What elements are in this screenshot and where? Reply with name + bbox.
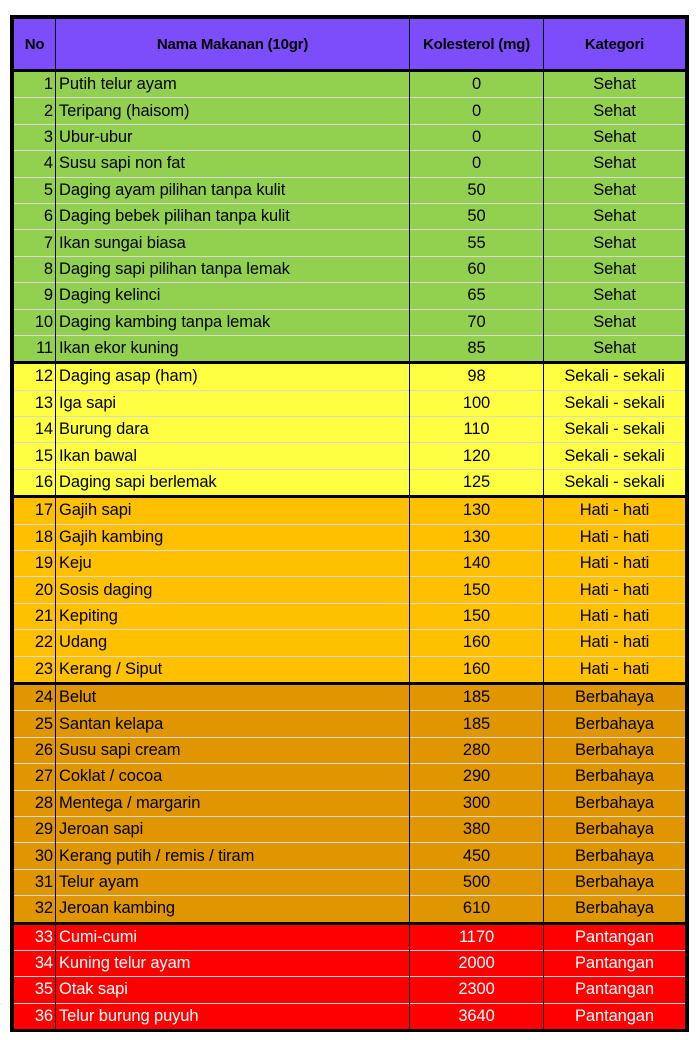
table-row	[14, 977, 686, 1003]
category-label: Berbahaya	[544, 816, 686, 842]
food-name: Cumi-cumi	[56, 923, 410, 950]
category-label: Hati - hati	[544, 551, 686, 577]
category-label: Sehat	[544, 151, 686, 177]
food-name: Kepiting	[56, 603, 410, 629]
row-number: 3	[14, 124, 56, 150]
category-label: Hati - hati	[544, 603, 686, 629]
header-no: No	[14, 19, 56, 71]
row-number: 35	[14, 977, 56, 1003]
category-label: Hati - hati	[544, 656, 686, 683]
row-number: 4	[14, 151, 56, 177]
category-label: Berbahaya	[544, 737, 686, 763]
row-number: 33	[14, 923, 56, 950]
row-number: 17	[14, 497, 56, 524]
category-label: Sehat	[544, 98, 686, 124]
food-name: Gajih kambing	[56, 524, 410, 550]
row-number: 9	[14, 283, 56, 309]
row-number: 19	[14, 551, 56, 577]
food-name: Susu sapi non fat	[56, 151, 410, 177]
food-name: Ubur-ubur	[56, 124, 410, 150]
food-name: Susu sapi cream	[56, 737, 410, 763]
row-number: 25	[14, 711, 56, 737]
table-row	[14, 790, 686, 816]
category-label: Sehat	[544, 71, 686, 98]
cholesterol-value: 160	[410, 630, 544, 656]
table-row	[14, 1003, 686, 1029]
table-row	[14, 309, 686, 335]
row-number: 32	[14, 896, 56, 923]
cholesterol-value: 160	[410, 656, 544, 683]
cholesterol-value: 0	[410, 98, 544, 124]
table-row	[14, 71, 686, 98]
category-label: Sekali - sekali	[544, 390, 686, 416]
cholesterol-value: 0	[410, 71, 544, 98]
food-name: Keju	[56, 551, 410, 577]
category-label: Sehat	[544, 230, 686, 256]
food-name: Telur burung puyuh	[56, 1003, 410, 1029]
category-label: Hati - hati	[544, 630, 686, 656]
category-label: Pantangan	[544, 1003, 686, 1029]
table-row	[14, 603, 686, 629]
row-number: 11	[14, 335, 56, 362]
table-row	[14, 737, 686, 763]
category-label: Berbahaya	[544, 683, 686, 710]
category-label: Sehat	[544, 283, 686, 309]
food-name: Telur ayam	[56, 869, 410, 895]
table-row	[14, 630, 686, 656]
category-label: Berbahaya	[544, 843, 686, 869]
table-row	[14, 869, 686, 895]
food-name: Sosis daging	[56, 577, 410, 603]
table-row	[14, 524, 686, 550]
category-label: Sekali - sekali	[544, 443, 686, 469]
row-number: 13	[14, 390, 56, 416]
table-row	[14, 203, 686, 229]
cholesterol-value: 3640	[410, 1003, 544, 1029]
food-name: Daging sapi pilihan tanpa lemak	[56, 256, 410, 282]
row-number: 36	[14, 1003, 56, 1029]
food-name: Santan kelapa	[56, 711, 410, 737]
food-name: Daging asap (ham)	[56, 363, 410, 390]
category-label: Sehat	[544, 335, 686, 362]
table-row	[14, 256, 686, 282]
table-row	[14, 950, 686, 976]
table-row	[14, 469, 686, 496]
category-label: Berbahaya	[544, 711, 686, 737]
row-number: 22	[14, 630, 56, 656]
food-name: Kuning telur ayam	[56, 950, 410, 976]
category-label: Sekali - sekali	[544, 363, 686, 390]
category-label: Berbahaya	[544, 896, 686, 923]
cholesterol-table	[13, 18, 686, 1029]
category-label: Sehat	[544, 177, 686, 203]
category-label: Hati - hati	[544, 497, 686, 524]
table-row	[14, 577, 686, 603]
cholesterol-value: 98	[410, 363, 544, 390]
food-name: Otak sapi	[56, 977, 410, 1003]
food-name: Teripang (haisom)	[56, 98, 410, 124]
cholesterol-value: 1170	[410, 923, 544, 950]
cholesterol-value: 85	[410, 335, 544, 362]
table-row	[14, 98, 686, 124]
food-name: Jeroan sapi	[56, 816, 410, 842]
cholesterol-value: 0	[410, 151, 544, 177]
row-number: 20	[14, 577, 56, 603]
row-number: 29	[14, 816, 56, 842]
cholesterol-value: 185	[410, 711, 544, 737]
cholesterol-value: 60	[410, 256, 544, 282]
category-label: Sehat	[544, 124, 686, 150]
category-label: Sekali - sekali	[544, 417, 686, 443]
table-row	[14, 497, 686, 524]
category-label: Pantangan	[544, 923, 686, 950]
food-name: Coklat / cocoa	[56, 764, 410, 790]
row-number: 1	[14, 71, 56, 98]
food-name: Ikan sungai biasa	[56, 230, 410, 256]
table-header	[14, 19, 686, 71]
header-row	[14, 19, 686, 71]
table-row	[14, 683, 686, 710]
header-food-name: Nama Makanan (10gr)	[56, 19, 410, 71]
table-row	[14, 390, 686, 416]
cholesterol-value: 2000	[410, 950, 544, 976]
table-row	[14, 335, 686, 362]
table-row	[14, 283, 686, 309]
cholesterol-table-container	[10, 15, 689, 1032]
row-number: 23	[14, 656, 56, 683]
cholesterol-value: 150	[410, 603, 544, 629]
cholesterol-value: 65	[410, 283, 544, 309]
cholesterol-value: 50	[410, 177, 544, 203]
category-label: Pantangan	[544, 977, 686, 1003]
cholesterol-value: 140	[410, 551, 544, 577]
category-label: Sehat	[544, 203, 686, 229]
food-name: Ikan ekor kuning	[56, 335, 410, 362]
table-row	[14, 923, 686, 950]
cholesterol-value: 185	[410, 683, 544, 710]
row-number: 14	[14, 417, 56, 443]
row-number: 30	[14, 843, 56, 869]
cholesterol-value: 300	[410, 790, 544, 816]
cholesterol-value: 125	[410, 469, 544, 496]
cholesterol-value: 130	[410, 497, 544, 524]
category-label: Sekali - sekali	[544, 469, 686, 496]
food-name: Burung dara	[56, 417, 410, 443]
food-name: Mentega / margarin	[56, 790, 410, 816]
food-name: Daging bebek pilihan tanpa kulit	[56, 203, 410, 229]
row-number: 2	[14, 98, 56, 124]
cholesterol-value: 610	[410, 896, 544, 923]
header-cholesterol: Kolesterol (mg)	[410, 19, 544, 71]
food-name: Gajih sapi	[56, 497, 410, 524]
table-row	[14, 764, 686, 790]
row-number: 7	[14, 230, 56, 256]
category-label: Berbahaya	[544, 764, 686, 790]
row-number: 6	[14, 203, 56, 229]
food-name: Udang	[56, 630, 410, 656]
food-name: Daging ayam pilihan tanpa kulit	[56, 177, 410, 203]
cholesterol-value: 450	[410, 843, 544, 869]
category-label: Pantangan	[544, 950, 686, 976]
table-body	[14, 71, 686, 1030]
row-number: 18	[14, 524, 56, 550]
food-name: Kerang putih / remis / tiram	[56, 843, 410, 869]
table-row	[14, 656, 686, 683]
category-label: Berbahaya	[544, 869, 686, 895]
cholesterol-value: 150	[410, 577, 544, 603]
food-name: Daging kambing tanpa lemak	[56, 309, 410, 335]
table-row	[14, 177, 686, 203]
row-number: 5	[14, 177, 56, 203]
table-row	[14, 843, 686, 869]
cholesterol-value: 380	[410, 816, 544, 842]
row-number: 8	[14, 256, 56, 282]
table-row	[14, 896, 686, 923]
row-number: 16	[14, 469, 56, 496]
header-category: Kategori	[544, 19, 686, 71]
table-row	[14, 551, 686, 577]
cholesterol-value: 55	[410, 230, 544, 256]
table-row	[14, 816, 686, 842]
cholesterol-value: 290	[410, 764, 544, 790]
cholesterol-value: 130	[410, 524, 544, 550]
cholesterol-value: 280	[410, 737, 544, 763]
food-name: Ikan bawal	[56, 443, 410, 469]
food-name: Iga sapi	[56, 390, 410, 416]
cholesterol-value: 110	[410, 417, 544, 443]
food-name: Kerang / Siput	[56, 656, 410, 683]
cholesterol-value: 50	[410, 203, 544, 229]
cholesterol-value: 500	[410, 869, 544, 895]
cholesterol-value: 0	[410, 124, 544, 150]
table-row	[14, 711, 686, 737]
category-label: Hati - hati	[544, 577, 686, 603]
cholesterol-value: 100	[410, 390, 544, 416]
food-name: Jeroan kambing	[56, 896, 410, 923]
category-label: Berbahaya	[544, 790, 686, 816]
row-number: 28	[14, 790, 56, 816]
row-number: 15	[14, 443, 56, 469]
table-row	[14, 443, 686, 469]
row-number: 34	[14, 950, 56, 976]
food-name: Putih telur ayam	[56, 71, 410, 98]
category-label: Hati - hati	[544, 524, 686, 550]
table-row	[14, 417, 686, 443]
cholesterol-value: 120	[410, 443, 544, 469]
row-number: 24	[14, 683, 56, 710]
food-name: Daging sapi berlemak	[56, 469, 410, 496]
food-name: Daging kelinci	[56, 283, 410, 309]
food-name: Belut	[56, 683, 410, 710]
table-row	[14, 363, 686, 390]
row-number: 21	[14, 603, 56, 629]
cholesterol-value: 70	[410, 309, 544, 335]
cholesterol-value: 2300	[410, 977, 544, 1003]
row-number: 31	[14, 869, 56, 895]
table-row	[14, 230, 686, 256]
table-row	[14, 124, 686, 150]
row-number: 10	[14, 309, 56, 335]
row-number: 26	[14, 737, 56, 763]
table-row	[14, 151, 686, 177]
row-number: 27	[14, 764, 56, 790]
row-number: 12	[14, 363, 56, 390]
category-label: Sehat	[544, 309, 686, 335]
category-label: Sehat	[544, 256, 686, 282]
